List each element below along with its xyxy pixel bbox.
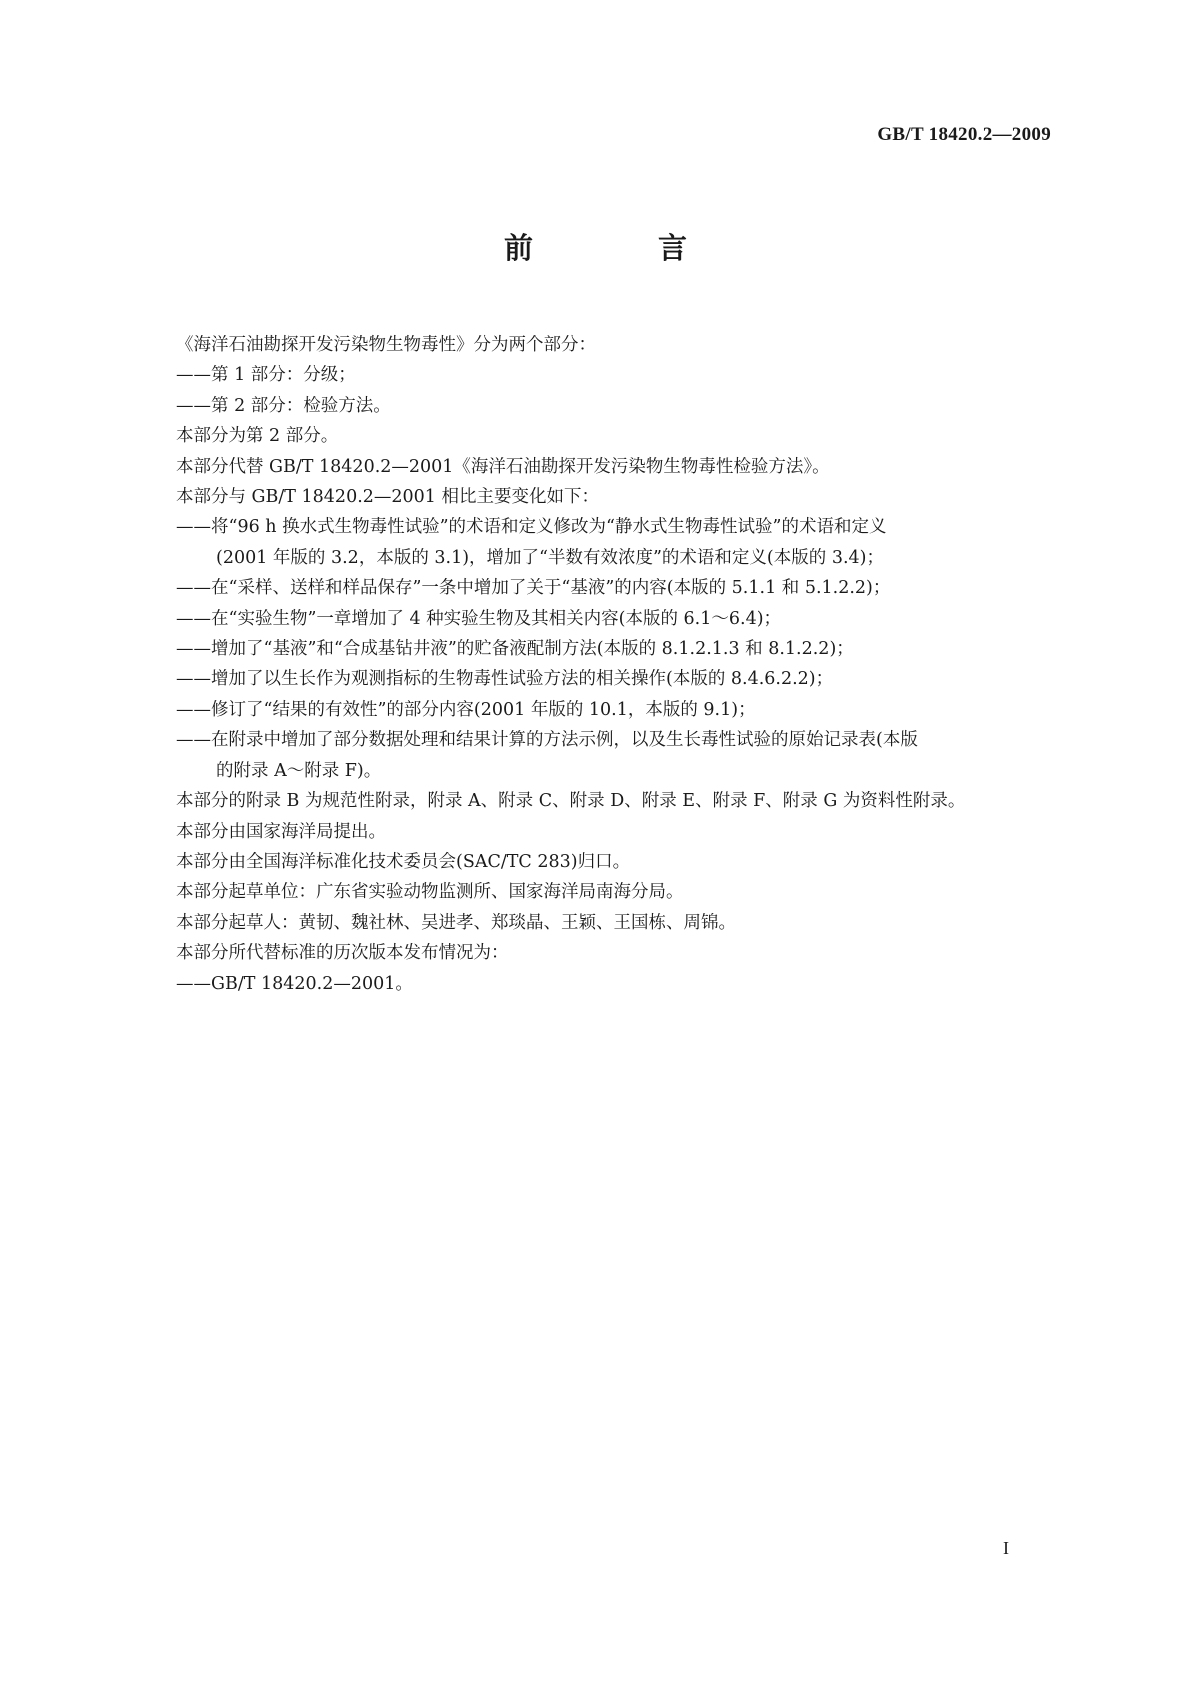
list-item: ——增加了“基液”和“合成基钻井液”的贮备液配制方法(本版的 8.1.2.1.3 和 8.1.2.2)； bbox=[176, 639, 854, 660]
paragraph: 本部分由国家海洋局提出。 bbox=[176, 821, 386, 842]
list-item: ——在“采样、送样和样品保存”一条中增加了关于“基液”的内容(本版的 5.1.1 和 5.1.2.2)； bbox=[176, 578, 891, 599]
list-item: ——在附录中增加了部分数据处理和结果计算的方法示例，以及生长毒性试验的原始记录表(本版 bbox=[176, 730, 918, 751]
paragraph: 本部分的附录 B 为规范性附录，附录 A、附录 C、附录 D、附录 E、附录 F、附录 G 为资料性附录。 bbox=[176, 791, 966, 812]
paragraph: 本部分为第 2 部分。 bbox=[176, 426, 339, 447]
list-item: ——第 2 部分：检验方法。 bbox=[176, 395, 391, 416]
paragraph: 本部分起草单位：广东省实验动物监测所、国家海洋局南海分局。 bbox=[176, 882, 684, 903]
paragraph: 本部分代替 GB/T 18420.2—2001《海洋石油勘探开发污染物生物毒性检验方法》。 bbox=[176, 456, 830, 477]
list-item: ——增加了以生长作为观测指标的生物毒性试验方法的相关操作(本版的 8.4.6.2.2)； bbox=[176, 669, 834, 690]
page-number: I bbox=[1003, 1538, 1009, 1558]
list-item-continuation: (2001 年版的 3.2，本版的 3.1)，增加了“半数有效浓度”的术语和定义(本版的 3.4)； bbox=[216, 547, 884, 568]
list-item-continuation: 的附录 A～附录 F)。 bbox=[216, 760, 382, 781]
list-item: ——GB/T 18420.2—2001。 bbox=[176, 973, 413, 994]
standard-number: GB/T 18420.2—2009 bbox=[877, 124, 1051, 145]
list-item: ——将“96 h 换水式生物毒性试验”的术语和定义修改为“静水式生物毒性试验”的术语和定义 bbox=[176, 517, 887, 538]
list-item: ——第 1 部分：分级； bbox=[176, 365, 356, 386]
foreword-body bbox=[176, 330, 1066, 999]
paragraph: 本部分由全国海洋标准化技术委员会(SAC/TC 283)归口。 bbox=[176, 851, 631, 872]
page-title: 前 言 bbox=[503, 231, 735, 265]
paragraph: 本部分起草人：黄韧、魏社林、吴进孝、郑琰晶、王颖、王国栋、周锦。 bbox=[176, 912, 736, 933]
paragraph: 《海洋石油勘探开发污染物生物毒性》分为两个部分： bbox=[176, 335, 596, 355]
list-item: ——在“实验生物”一章增加了 4 种实验生物及其相关内容(本版的 6.1～6.4)； bbox=[176, 608, 782, 629]
paragraph: 本部分与 GB/T 18420.2—2001 相比主要变化如下： bbox=[176, 487, 599, 508]
paragraph: 本部分所代替标准的历次版本发布情况为： bbox=[176, 943, 509, 964]
list-item: ——修订了“结果的有效性”的部分内容(2001 年版的 10.1，本版的 9.1)； bbox=[176, 699, 756, 720]
